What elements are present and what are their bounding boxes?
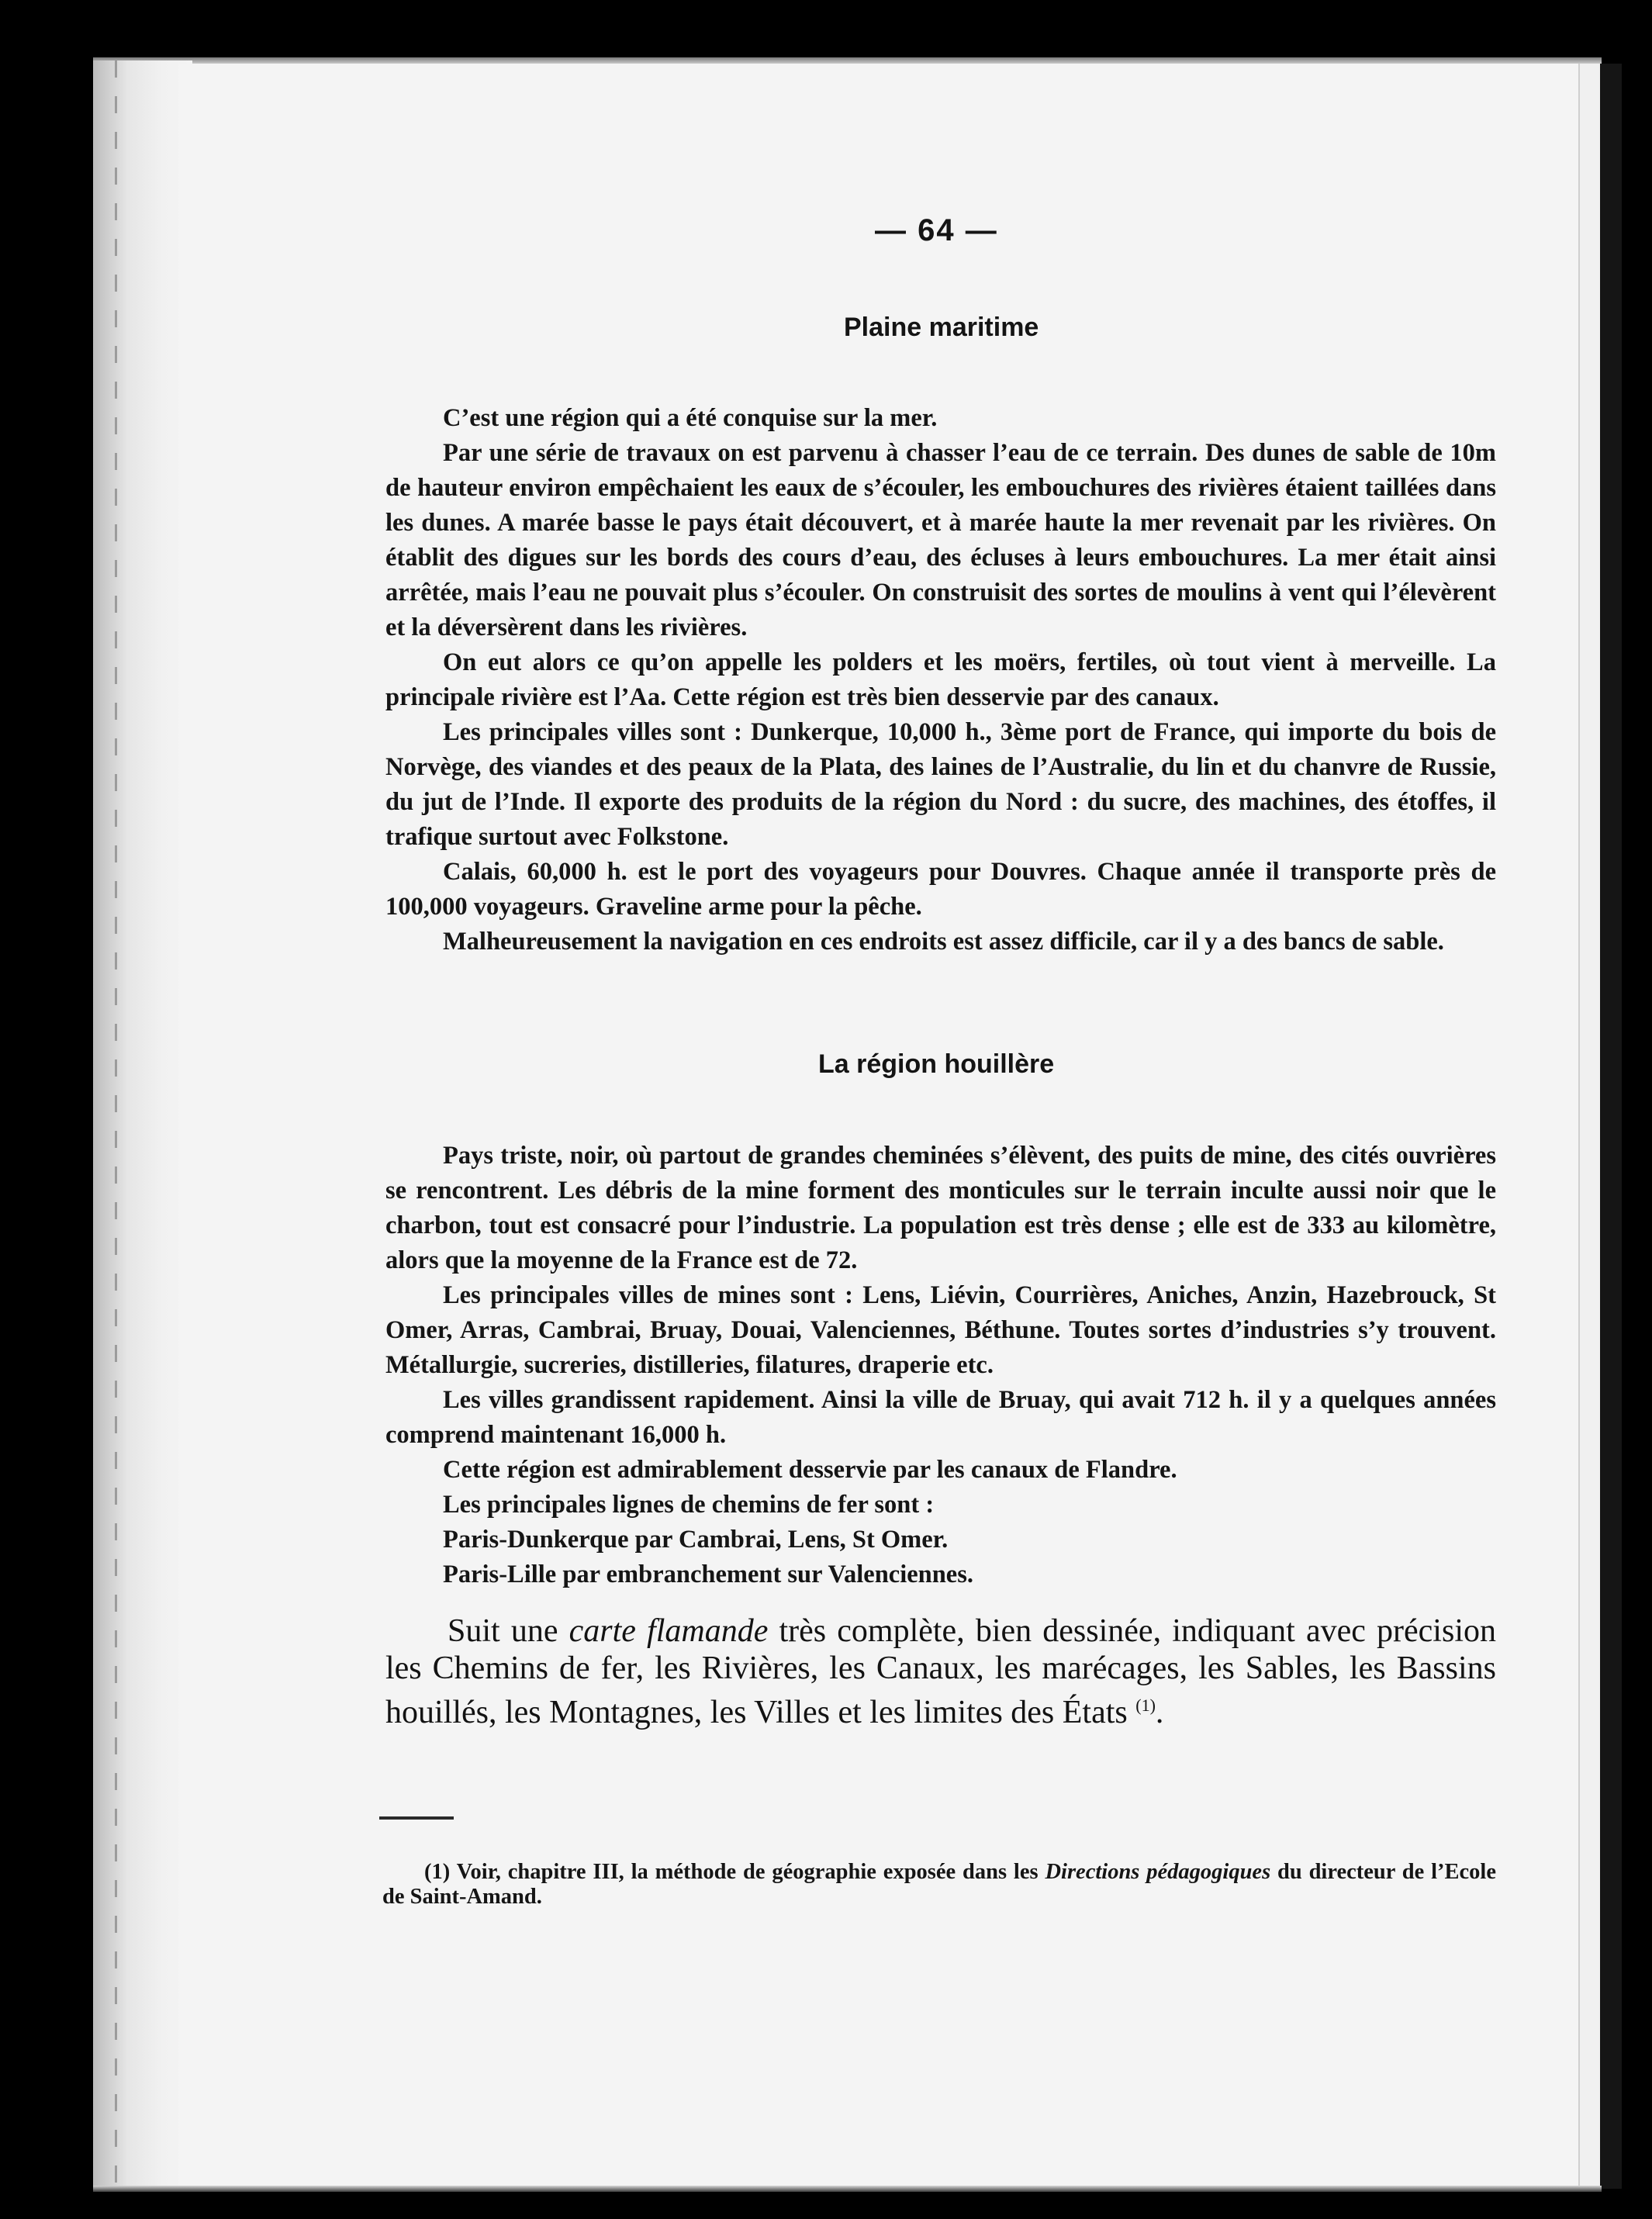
page-right-edge: [1578, 64, 1602, 2189]
book-gutter: [93, 60, 192, 2187]
closing-text-main: très complète, bien dessinée, indiquant avec précision les Chemins de fer, les Rivières, les Canaux, les marécages, les Sables, les Bassins houillés, les Montagnes, les Villes et les limites des États: [385, 1613, 1496, 1730]
closing-paragraph: [385, 1612, 1496, 1731]
page-number: — 64 —: [875, 213, 998, 247]
footnote-text-end: du directeur de l’Ecole de Saint-Amand.: [382, 1860, 1497, 1909]
footnote-mark: (1): [424, 1860, 451, 1884]
paragraph: Paris-Lille par embranchement sur Valenciennes.: [443, 1561, 973, 1588]
footnote: [382, 1860, 1496, 1910]
paragraph: Cette région est admirablement desservie par les canaux de Flandre.: [443, 1456, 1177, 1484]
section-body-plaine-maritime: [385, 401, 1496, 959]
paragraph: Les villes grandissent rapidement. Ainsi la ville de Bruay, qui avait 712 h. il y a quelques années comprend maintenant 16,000 h.: [385, 1386, 1496, 1449]
paragraph: Les principales villes de mines sont : Lens, Liévin, Courrières, Aniches, Anzin, Hazebrouck, St Omer, Arras, Cambrai, Bruay, Douai, Valenciennes, Béthune. Toutes sortes d’industries s’y trouvent. Métallurgie, sucreries, distilleries, filatures, draperie etc.: [385, 1281, 1496, 1379]
scan-right-margin: [1600, 64, 1622, 2189]
section-title-region-houillere: La région houillère: [818, 1049, 1055, 1079]
paragraph: C’est une région qui a été conquise sur la mer.: [443, 404, 938, 432]
section-title-plaine-maritime: Plaine maritime: [844, 313, 1039, 342]
paragraph: Par une série de travaux on est parvenu à chasser l’eau de ce terrain. Des dunes de sable de 10m de hauteur environ empêchaient les eaux de s’écouler, les embouchures des rivières étaient taillées dans les dunes. A marée basse le pays était découvert, et à marée haute la mer revenait par les rivières. On établit des digues sur les bords des cours d’eau, des écluses à leurs embouchures. La mer était ainsi arrêtée, mais l’eau ne pouvait plus s’écouler. On construisit des sortes de moulins à vent qui l’élevèrent et la déversèrent dans les rivières.: [385, 439, 1496, 641]
closing-text-start: Suit une: [448, 1613, 569, 1649]
closing-period: .: [1155, 1695, 1164, 1730]
footnote-italic: Directions pédagogiques: [1045, 1860, 1271, 1884]
footnote-reference: (1): [1135, 1695, 1156, 1715]
paragraph: Pays triste, noir, où partout de grandes cheminées s’élèvent, des puits de mine, des cités ouvrières se rencontrent. Les débris de la mine forment des monticules sur le terrain inculte aussi noir que le charbon, tout est consacré pour l’industrie. La population est très dense ; elle est de 333 au kilomètre, alors que la moyenne de la France est de 72.: [385, 1142, 1496, 1274]
paragraph: On eut alors ce qu’on appelle les polders et les moërs, fertiles, où tout vient à merveille. La principale rivière est l’Aa. Cette région est très bien desservie par des canaux.: [385, 648, 1496, 711]
paragraph: Paris-Dunkerque par Cambrai, Lens, St Omer.: [443, 1526, 949, 1554]
paragraph: Les principales villes sont : Dunkerque, 10,000 h., 3ème port de France, qui importe du bois de Norvège, des viandes et des peaux de la Plata, des laines de l’Australie, du lin et du chanvre de Russie, du jut de l’Inde. Il exporte des produits de la région du Nord : du sucre, des machines, des étoffes, il trafique surtout avec Folkstone.: [385, 718, 1496, 851]
closing-italic: carte flamande: [569, 1613, 769, 1649]
section-body-region-houillere: [385, 1139, 1496, 1592]
paragraph: Malheureusement la navigation en ces endroits est assez difficile, car il y a des bancs de sable.: [443, 928, 1444, 956]
footnote-text-start: Voir, chapitre III, la méthode de géographie exposée dans les: [450, 1860, 1045, 1884]
paragraph: Les principales lignes de chemins de fer sont :: [443, 1491, 935, 1519]
paragraph: Calais, 60,000 h. est le port des voyageurs pour Douvres. Chaque année il transporte près de 100,000 voyageurs. Graveline arme pour la pêche.: [385, 858, 1496, 921]
footnote-rule: [379, 1816, 454, 1820]
page-bottom-edge: [93, 2186, 1602, 2192]
